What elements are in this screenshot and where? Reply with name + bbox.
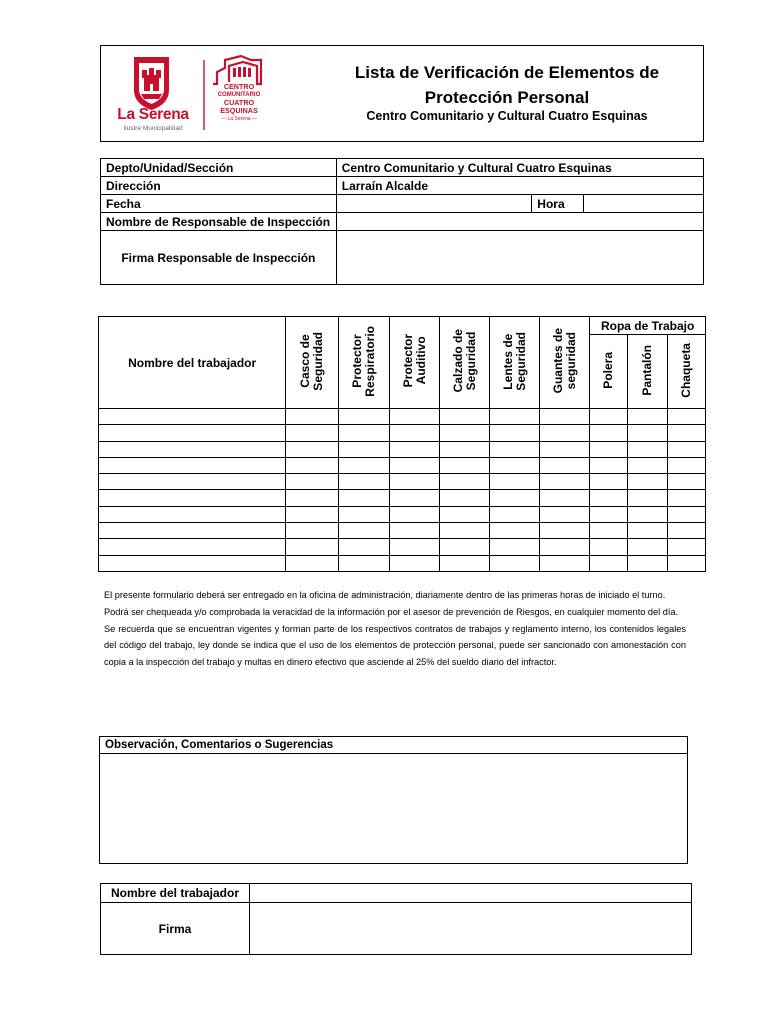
column-header-lentes: Lentes de Seguridad <box>490 317 540 409</box>
check-cell[interactable] <box>439 457 489 473</box>
table-row <box>99 425 706 441</box>
check-cell[interactable] <box>338 490 390 506</box>
check-cell[interactable] <box>286 425 338 441</box>
worker-name-cell[interactable] <box>99 555 286 571</box>
column-header-pantalon: Pantalón <box>627 335 667 409</box>
check-cell[interactable] <box>439 425 489 441</box>
note-paragraph: El presente formulario deberá ser entregado en la oficina de administración, diariamente dentro de las primeras horas de iniciado el turno. <box>104 590 666 600</box>
check-cell[interactable] <box>668 474 706 490</box>
note-paragraph: Podrá ser chequeada y/o comprobada la veracidad de la información por el asesor de prevención de Riesgos, en cualquier momento del día. <box>104 606 679 617</box>
worker-firma-label: Firma <box>101 903 250 955</box>
check-cell[interactable] <box>627 409 667 425</box>
check-cell[interactable] <box>590 457 628 473</box>
firma-responsable-label: Firma Responsable de Inspección <box>101 231 337 285</box>
check-cell[interactable] <box>490 409 540 425</box>
check-cell[interactable] <box>390 474 440 490</box>
column-header-chaqueta: Chaqueta <box>668 335 706 409</box>
ropa-trabajo-group-header: Ropa de Trabajo <box>590 317 706 335</box>
check-cell[interactable] <box>439 506 489 522</box>
check-cell[interactable] <box>668 441 706 457</box>
fecha-field[interactable] <box>336 195 532 213</box>
check-cell[interactable] <box>668 523 706 539</box>
page-subtitle: Centro Comunitario y Cultural Cuatro Esquinas <box>366 109 648 123</box>
check-cell[interactable] <box>590 441 628 457</box>
check-cell[interactable] <box>668 506 706 522</box>
check-cell[interactable] <box>338 457 390 473</box>
check-cell[interactable] <box>338 555 390 571</box>
worker-name-cell[interactable] <box>99 441 286 457</box>
observations-label: Observación, Comentarios o Sugerencias <box>100 737 687 754</box>
check-cell[interactable] <box>590 474 628 490</box>
check-cell[interactable] <box>539 474 589 490</box>
check-cell[interactable] <box>390 523 440 539</box>
checklist-rows <box>99 409 706 572</box>
logos <box>101 46 301 141</box>
check-cell[interactable] <box>539 555 589 571</box>
column-header-casco: Casco de Seguridad <box>286 317 338 409</box>
check-cell[interactable] <box>627 474 667 490</box>
check-cell[interactable] <box>490 441 540 457</box>
check-cell[interactable] <box>590 506 628 522</box>
check-cell[interactable] <box>539 409 589 425</box>
worker-name-field[interactable] <box>250 884 692 903</box>
check-cell[interactable] <box>590 425 628 441</box>
table-row <box>99 523 706 539</box>
check-cell[interactable] <box>539 425 589 441</box>
table-row <box>99 441 706 457</box>
column-header-respiratorio: Protector Respiratorio <box>338 317 390 409</box>
check-cell[interactable] <box>439 441 489 457</box>
worker-firma-field[interactable] <box>250 903 692 955</box>
check-cell[interactable] <box>627 523 667 539</box>
check-cell[interactable] <box>627 441 667 457</box>
check-cell[interactable] <box>286 457 338 473</box>
column-header-polera: Polera <box>590 335 628 409</box>
info-row-responsable <box>101 213 704 231</box>
check-cell[interactable] <box>338 441 390 457</box>
depto-field[interactable]: Centro Comunitario y Cultural Cuatro Esquinas <box>336 159 703 177</box>
info-row-fecha <box>101 195 704 213</box>
check-cell[interactable] <box>490 506 540 522</box>
check-cell[interactable] <box>590 539 628 555</box>
cuatro-esquinas-wordmark: CENTRO COMUNITARIO CUATRO ESQUINAS — La Serena — <box>217 82 261 122</box>
table-row <box>99 506 706 522</box>
check-cell[interactable] <box>286 555 338 571</box>
check-cell[interactable] <box>390 425 440 441</box>
check-cell[interactable] <box>390 539 440 555</box>
check-cell[interactable] <box>338 539 390 555</box>
check-cell[interactable] <box>390 409 440 425</box>
info-row-depto <box>101 159 704 177</box>
responsable-label: Nombre de Responsable de Inspección <box>101 213 337 231</box>
check-cell[interactable] <box>390 555 440 571</box>
check-cell[interactable] <box>338 523 390 539</box>
worker-name-header: Nombre del trabajador <box>99 317 286 409</box>
check-cell[interactable] <box>627 555 667 571</box>
check-cell[interactable] <box>539 506 589 522</box>
check-cell[interactable] <box>590 555 628 571</box>
check-cell[interactable] <box>668 490 706 506</box>
worker-name-cell[interactable] <box>99 409 286 425</box>
column-header-guantes: Guantes de seguridad <box>539 317 589 409</box>
fecha-label: Fecha <box>101 195 337 213</box>
worker-name-label: Nombre del trabajador <box>101 884 250 903</box>
check-cell[interactable] <box>668 409 706 425</box>
info-row-firma <box>101 231 704 285</box>
direccion-field[interactable]: Larraín Alcalde <box>336 177 703 195</box>
check-cell[interactable] <box>627 539 667 555</box>
check-cell[interactable] <box>439 409 489 425</box>
worker-signature-table <box>100 883 692 955</box>
check-cell[interactable] <box>490 523 540 539</box>
check-cell[interactable] <box>590 523 628 539</box>
table-row <box>99 457 706 473</box>
check-cell[interactable] <box>627 425 667 441</box>
page-title: Lista de Verificación de Elementos de Protección Personal <box>354 63 660 107</box>
la-serena-wordmark: La Serena <box>117 106 189 123</box>
table-row <box>99 474 706 490</box>
check-cell[interactable] <box>286 409 338 425</box>
column-header-calzado: Calzado de Seguridad <box>439 317 489 409</box>
check-cell[interactable] <box>668 425 706 441</box>
instructions-notes <box>104 587 686 671</box>
check-cell[interactable] <box>490 474 540 490</box>
responsable-field[interactable] <box>336 213 703 231</box>
check-cell[interactable] <box>668 555 706 571</box>
check-cell[interactable] <box>338 506 390 522</box>
table-row <box>99 555 706 571</box>
check-cell[interactable] <box>668 457 706 473</box>
check-cell[interactable] <box>286 506 338 522</box>
worker-name-cell[interactable] <box>99 506 286 522</box>
check-cell[interactable] <box>539 441 589 457</box>
check-cell[interactable] <box>490 425 540 441</box>
check-cell[interactable] <box>490 457 540 473</box>
observations-box[interactable] <box>99 736 688 864</box>
hora-field[interactable] <box>584 195 704 213</box>
check-cell[interactable] <box>286 539 338 555</box>
check-cell[interactable] <box>439 474 489 490</box>
check-cell[interactable] <box>338 409 390 425</box>
note-paragraph: Se recuerda que se encuentran vigentes y forman parte de los respectivos contratos de trabajos y reglamento interno, los contenidos legales del código del trabajo, ley donde se indica que el uso de los elementos de protección personal, puede ser sancionado con amonestación con copia a la inspección del trabajo y multas en dinero efectivo que asciende al 25% del sueldo diario del infractor. <box>104 623 686 668</box>
check-cell[interactable] <box>390 490 440 506</box>
check-cell[interactable] <box>439 555 489 571</box>
info-row-direccion <box>101 177 704 195</box>
observations-field[interactable] <box>104 759 682 859</box>
check-cell[interactable] <box>590 409 628 425</box>
check-cell[interactable] <box>627 490 667 506</box>
check-cell[interactable] <box>539 523 589 539</box>
table-row <box>99 490 706 506</box>
document-header <box>100 45 704 142</box>
depto-label: Depto/Unidad/Sección <box>101 159 337 177</box>
column-header-auditivo: Protector Auditivo <box>390 317 440 409</box>
ppe-checklist-table <box>98 316 706 572</box>
worker-name-cell[interactable] <box>99 425 286 441</box>
la-serena-caption: Ilustre Municipalidad <box>123 125 183 132</box>
table-row <box>99 409 706 425</box>
check-cell[interactable] <box>390 441 440 457</box>
la-serena-shield-icon <box>134 57 169 110</box>
firma-responsable-field[interactable] <box>336 231 703 285</box>
check-cell[interactable] <box>338 425 390 441</box>
worker-name-cell[interactable] <box>99 490 286 506</box>
check-cell[interactable] <box>539 539 589 555</box>
check-cell[interactable] <box>286 490 338 506</box>
check-cell[interactable] <box>590 490 628 506</box>
worker-name-cell[interactable] <box>99 539 286 555</box>
community-center-building-icon <box>213 56 261 84</box>
table-row <box>99 539 706 555</box>
check-cell[interactable] <box>627 457 667 473</box>
check-cell[interactable] <box>490 539 540 555</box>
check-cell[interactable] <box>439 523 489 539</box>
worker-name-cell[interactable] <box>99 474 286 490</box>
check-cell[interactable] <box>627 506 667 522</box>
check-cell[interactable] <box>668 539 706 555</box>
direccion-label: Dirección <box>101 177 337 195</box>
check-cell[interactable] <box>390 457 440 473</box>
hora-label: Hora <box>532 195 584 213</box>
check-cell[interactable] <box>490 555 540 571</box>
check-cell[interactable] <box>390 506 440 522</box>
check-cell[interactable] <box>539 457 589 473</box>
check-cell[interactable] <box>439 539 489 555</box>
check-cell[interactable] <box>286 441 338 457</box>
check-cell[interactable] <box>338 474 390 490</box>
check-cell[interactable] <box>539 490 589 506</box>
check-cell[interactable] <box>286 523 338 539</box>
info-table <box>100 158 704 285</box>
check-cell[interactable] <box>490 490 540 506</box>
worker-name-cell[interactable] <box>99 523 286 539</box>
check-cell[interactable] <box>286 474 338 490</box>
check-cell[interactable] <box>439 490 489 506</box>
worker-name-cell[interactable] <box>99 457 286 473</box>
